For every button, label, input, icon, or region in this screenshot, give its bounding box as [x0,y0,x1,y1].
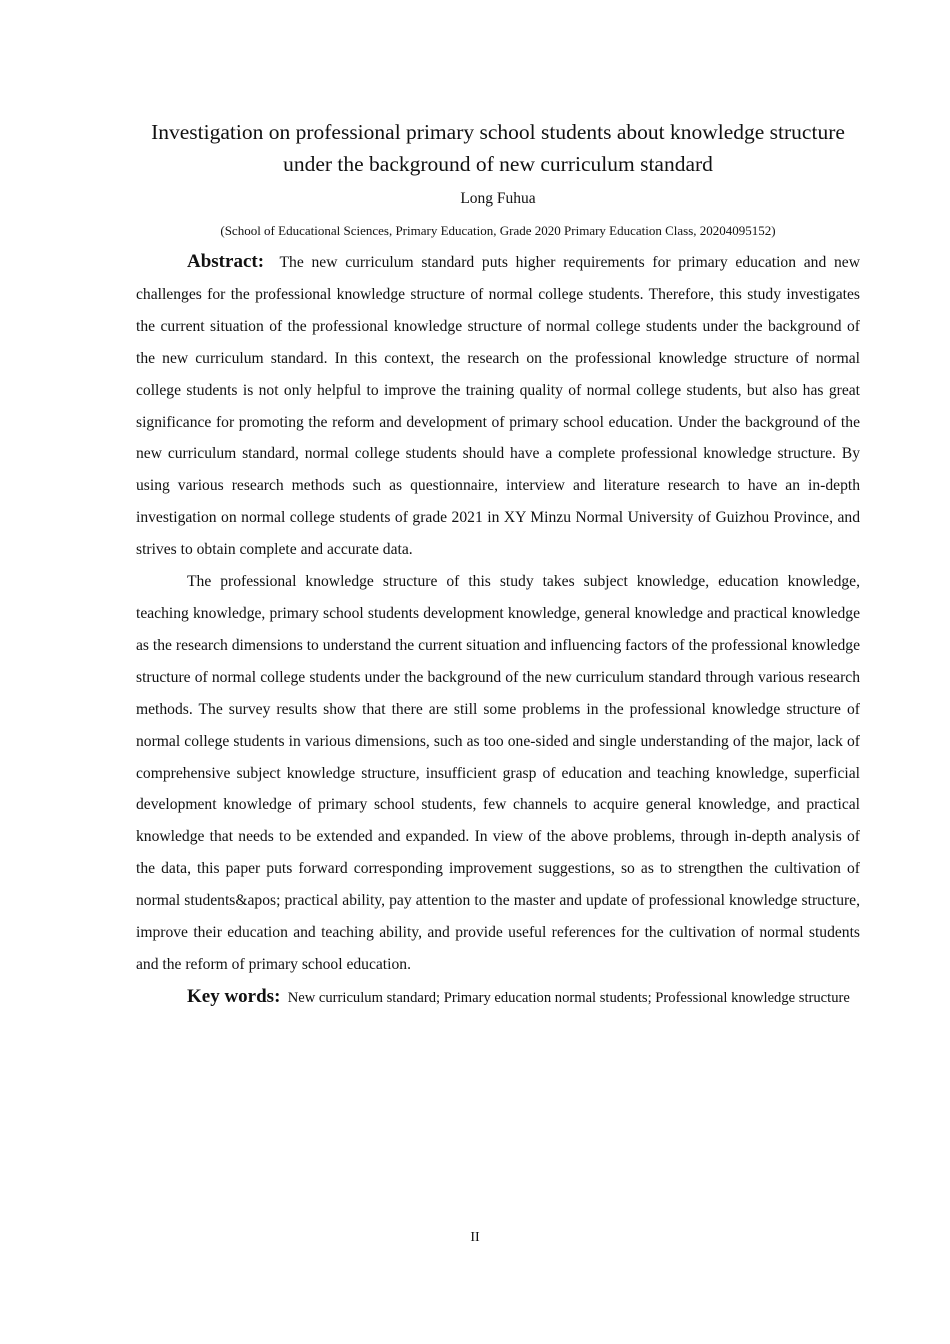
abstract-paragraph-2: The professional knowledge structure of this study takes subject knowledge, education knowledge, teaching knowledge, primary school students development knowledge, general knowledge and practical knowledge as the research dimensions to understand the current situation and influencing factors of the professional knowledge structure of normal college students under the background of the new curriculum standard through various research methods. The survey results show that there are still some problems in the professional knowledge structure of normal college students in various dimensions, such as too one-sided and single understanding of the major, lack of comprehensive subject knowledge structure, insufficient grasp of education and teaching knowledge, superficial development knowledge of primary school students, few channels to acquire general knowledge, and practical knowledge that needs to be extended and expanded. In view of the above problems, through in-depth analysis of the data, this paper puts forward corresponding improvement suggestions, so as to strengthen the cultivation of normal students&apos; practical ability, pay attention to the master and update of professional knowledge structure, improve their education and teaching ability, and provide useful references for the cultivation of normal students and the reform of primary school education. [136,573,860,973]
author-affiliation: (School of Educational Sciences, Primary Education, Grade 2020 Primary Education Class, 20204095152) [220,223,776,238]
abstract-text-1: The new curriculum standard puts higher requirements for primary education and new challenges for the professional knowledge structure of normal college students. Therefore, this study investigates the current situation of the professional knowledge structure of normal college students under the background of the new curriculum standard. In this context, the research on the professional knowledge structure of normal college students is not only helpful to improve the training quality of normal college students, but also has great significance for promoting the reform and development of primary school education. Under the background of the new curriculum standard, normal college students should have a complete professional knowledge structure. By using various research methods such as questionnaire, interview and literature research to have an in-depth investigation on normal college students of grade 2021 in XY Minzu Normal University of Guizhou Province, and strives to obtain complete and accurate data. [136,254,860,559]
paper-title [136,116,860,180]
title-line-1: Investigation on professional primary school students about knowledge structure [151,120,845,144]
abstract-section [136,246,860,1015]
keywords-text: New curriculum standard; Primary education normal students; Professional knowledge structure [287,989,850,1006]
keywords-paragraph [136,981,860,1015]
abstract-label: Abstract: [187,251,265,272]
title-line-2: under the background of new curriculum standard [283,152,713,176]
keywords-label: Key words: [187,985,281,1007]
page-number: II [470,1230,480,1245]
abstract-paragraph-1 [136,246,860,566]
author-name: Long Fuhua [460,190,536,207]
